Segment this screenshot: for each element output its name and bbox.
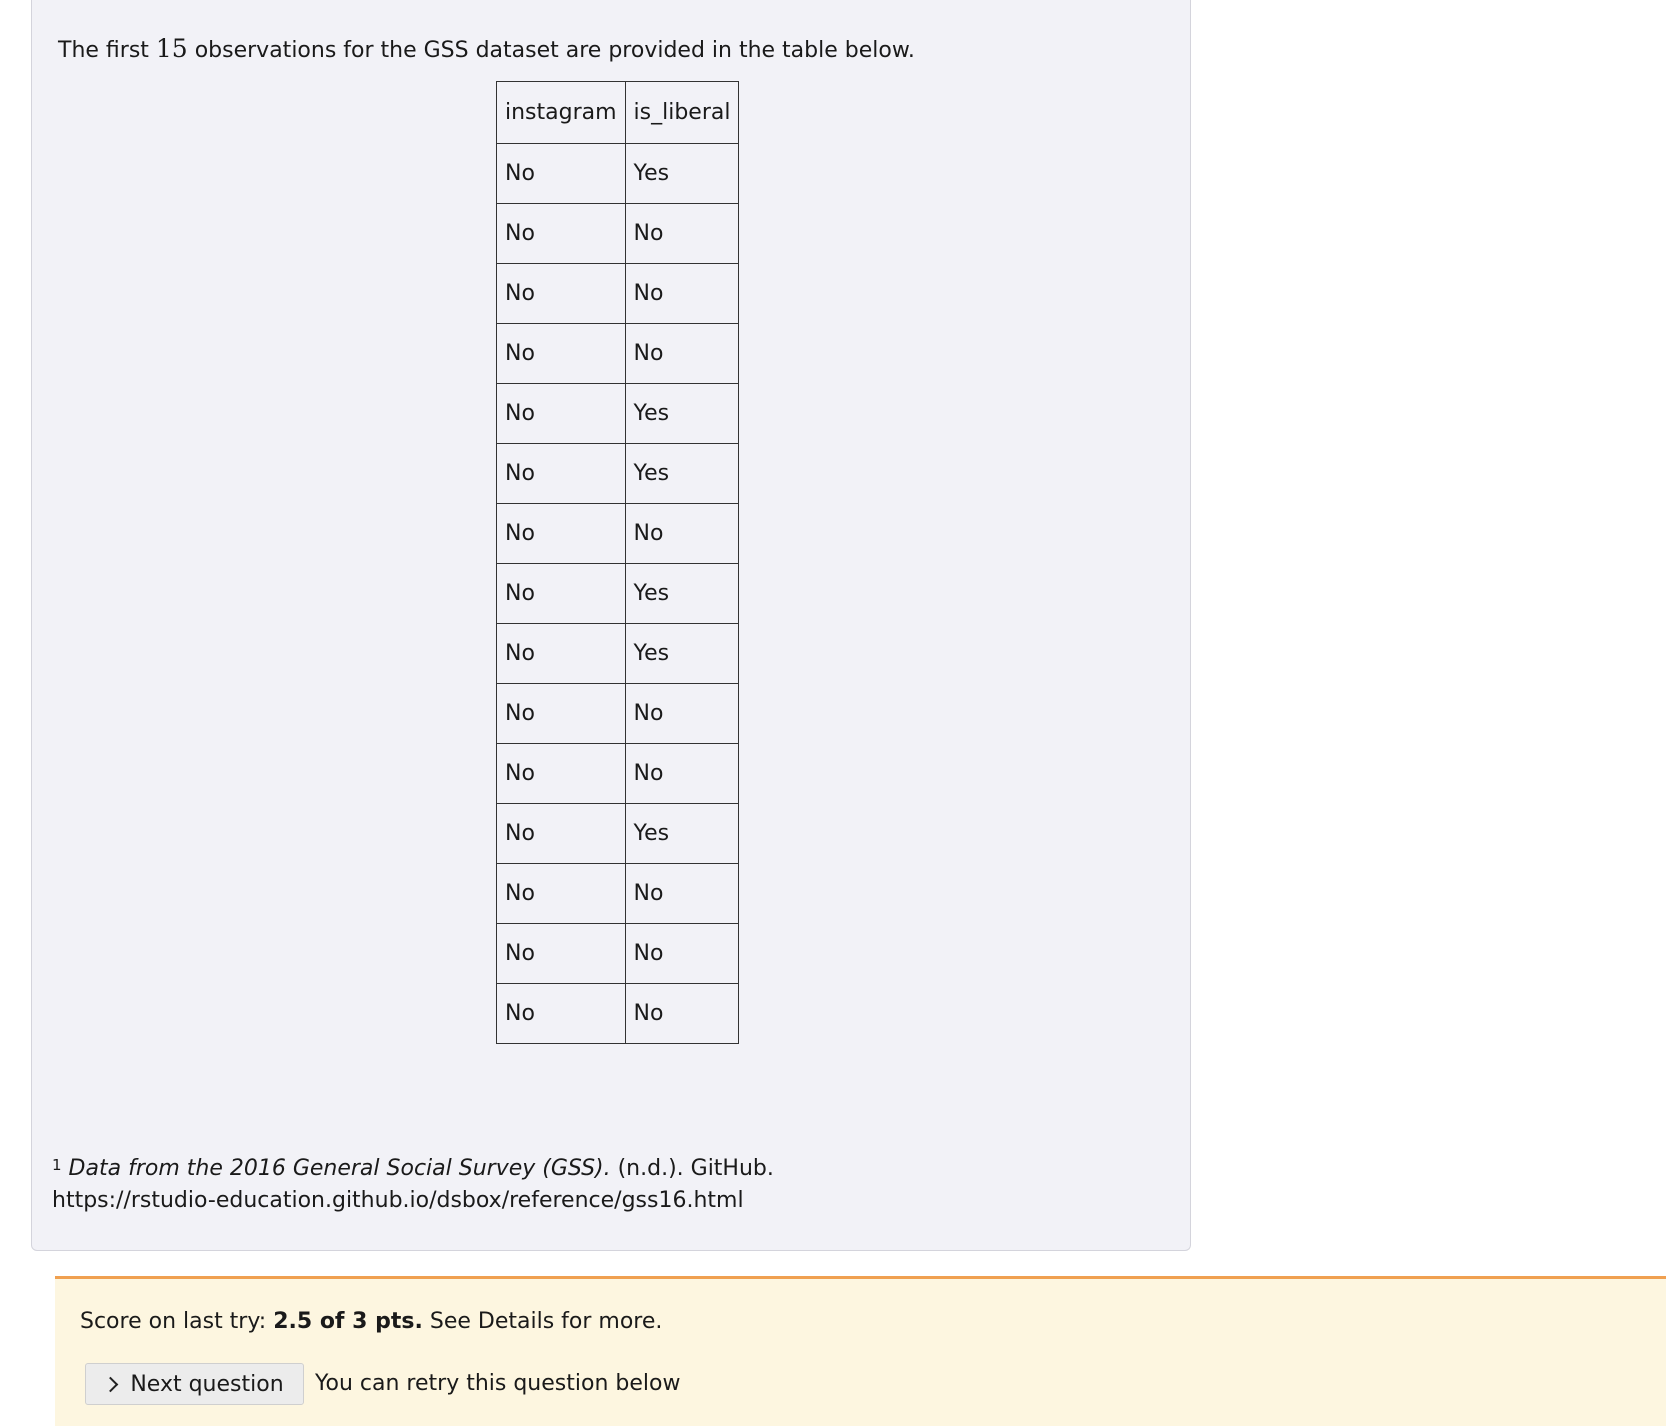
table-cell: Yes	[625, 624, 739, 684]
question-intro	[58, 34, 915, 66]
table-cell: No	[625, 324, 739, 384]
next-question-label: Next question	[130, 1371, 284, 1397]
table-row	[497, 804, 739, 864]
table-cell: No	[497, 384, 626, 444]
table-cell: No	[625, 984, 739, 1044]
table-row	[497, 564, 739, 624]
table-body	[497, 144, 739, 1044]
table-row	[497, 324, 739, 384]
intro-number: 15	[155, 34, 188, 63]
table-cell: No	[497, 684, 626, 744]
table-row	[497, 984, 739, 1044]
table-cell: Yes	[625, 804, 739, 864]
score-panel	[55, 1276, 1666, 1426]
table-cell: No	[497, 624, 626, 684]
column-header: instagram	[497, 82, 626, 144]
table-row	[497, 924, 739, 984]
table-cell: No	[497, 144, 626, 204]
footnote	[52, 1153, 892, 1217]
table-cell: No	[625, 924, 739, 984]
table-row	[497, 504, 739, 564]
question-panel	[31, 0, 1191, 1251]
table-cell: Yes	[625, 384, 739, 444]
retry-message: You can retry this question below	[315, 1371, 681, 1396]
intro-suffix: observations for the GSS dataset are provided in the table below.	[194, 38, 915, 63]
next-question-button[interactable]	[85, 1363, 304, 1405]
gss-data-table	[496, 81, 739, 1044]
table-cell: No	[625, 204, 739, 264]
table-row	[497, 444, 739, 504]
intro-prefix: The first	[58, 38, 149, 63]
table-row	[497, 264, 739, 324]
table-cell: No	[497, 804, 626, 864]
table-cell: No	[497, 864, 626, 924]
table-cell: No	[497, 984, 626, 1044]
score-summary	[80, 1307, 662, 1337]
score-prefix: Score on last try:	[80, 1309, 274, 1334]
score-suffix: See Details for more.	[422, 1309, 663, 1334]
table-row	[497, 204, 739, 264]
table-cell: No	[625, 684, 739, 744]
footnote-title: Data from the 2016 General Social Survey (GSS).	[68, 1156, 611, 1181]
table-cell: No	[497, 924, 626, 984]
table-row	[497, 744, 739, 804]
table-cell: No	[625, 504, 739, 564]
table-row	[497, 144, 739, 204]
table-cell: No	[625, 264, 739, 324]
table-cell: No	[625, 864, 739, 924]
table-cell: No	[497, 324, 626, 384]
column-header: is_liberal	[625, 82, 739, 144]
table-cell: Yes	[625, 444, 739, 504]
table-row	[497, 624, 739, 684]
table-header-row	[497, 82, 739, 144]
table-cell: No	[497, 504, 626, 564]
table-row	[497, 684, 739, 744]
table-cell: No	[497, 744, 626, 804]
score-value: 2.5 of 3 pts.	[273, 1309, 423, 1334]
table-cell: Yes	[625, 144, 739, 204]
chevron-right-icon	[103, 1376, 119, 1392]
footnote-marker: 1	[52, 1156, 62, 1174]
table-cell: No	[497, 564, 626, 624]
table-cell: Yes	[625, 564, 739, 624]
table-row	[497, 864, 739, 924]
table-cell: No	[625, 744, 739, 804]
table-cell: No	[497, 264, 626, 324]
table-cell: No	[497, 444, 626, 504]
footnote-citation: (n.d.). GitHub. https://rstudio-education.github.io/dsbox/reference/gss16.html	[52, 1156, 774, 1213]
table-row	[497, 384, 739, 444]
table-cell: No	[497, 204, 626, 264]
